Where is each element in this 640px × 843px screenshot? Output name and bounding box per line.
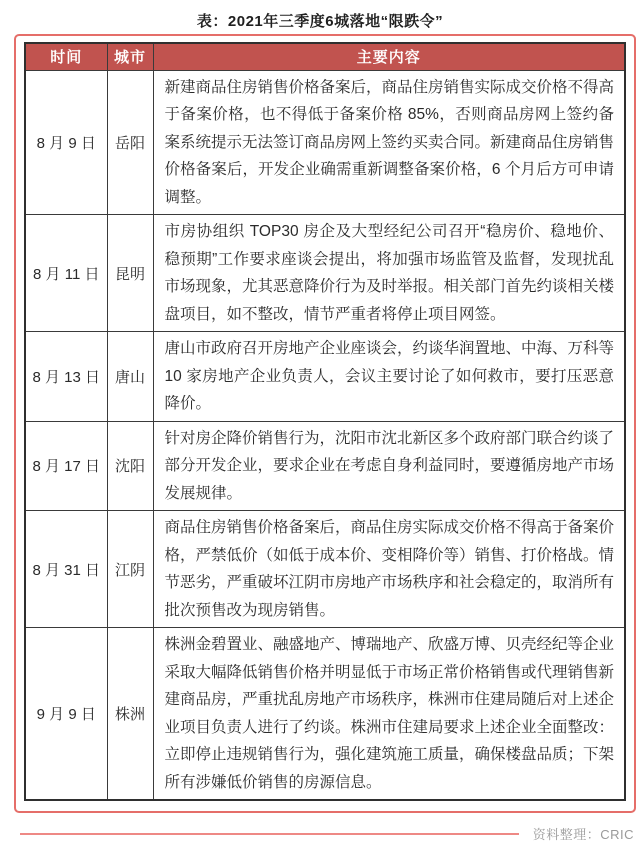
content-cell: 株洲金碧置业、融盛地产、博瑞地产、欣盛万博、贝壳经纪等企业采取大幅降低销售价格并明显低于市场正常价格销售或代理销售新建商品房，严重扰乱房地产市场秩序，株洲市住建局随后对上述企业项目负责人进行了约谈。株洲市住建局要求上述企业全面整改：立即停止违规销售行为，强化建筑施工质量，确保楼盘品质；下架所有涉嫌低价销售的房源信息。 — [153, 628, 625, 801]
city-cell: 株洲 — [107, 628, 153, 801]
table-red-frame — [14, 34, 636, 813]
content-cell: 唐山市政府召开房地产企业座谈会，约谈华润置地、中海、万科等 10 家房地产企业负责人，会议主要讨论了如何救市，要打压恶意降价。 — [153, 332, 625, 422]
header-row — [25, 43, 625, 70]
table-row — [25, 421, 625, 511]
column-header-city: 城市 — [107, 43, 153, 70]
table-row — [25, 628, 625, 801]
table-header — [25, 43, 625, 70]
table-row — [25, 332, 625, 422]
city-cell: 昆明 — [107, 215, 153, 332]
date-cell: 8 月 31 日 — [25, 511, 107, 628]
city-cell: 江阴 — [107, 511, 153, 628]
source-credit: 资料整理：CRIC — [532, 827, 634, 842]
date-cell: 8 月 13 日 — [25, 332, 107, 422]
content-cell: 商品住房销售价格备案后，商品住房实际成交价格不得高于备案价格，严禁低价（如低于成本价、变相降价等）销售、打价格战。情节恶劣，严重破坏江阴市房地产市场秩序和社会稳定的，取消所有批次预售改为现房销售。 — [153, 511, 625, 628]
column-header-time: 时间 — [25, 43, 107, 70]
date-cell: 8 月 9 日 — [25, 70, 107, 215]
column-header-content: 主要内容 — [153, 43, 625, 70]
date-cell: 8 月 17 日 — [25, 421, 107, 511]
city-cell: 唐山 — [107, 332, 153, 422]
page-title: 表：2021年三季度6城落地“限跌令” — [196, 13, 444, 30]
content-cell: 市房协组织 TOP30 房企及大型经纪公司召开“稳房价、稳地价、稳预期”工作要求座谈会提出，将加强市场监管及监督，发现扰乱市场现象，尤其恶意降价行为及时举报。相关部门首先约谈相关楼盘项目，如不整改，情节严重者将停止项目网签。 — [153, 215, 625, 332]
footer — [20, 824, 634, 843]
city-cell: 沈阳 — [107, 421, 153, 511]
date-cell: 9 月 9 日 — [25, 628, 107, 801]
table-row — [25, 511, 625, 628]
footer-divider-line — [20, 833, 519, 835]
table-body — [25, 70, 625, 800]
limit-price-drop-table — [24, 42, 626, 801]
content-cell: 新建商品住房销售价格备案后，商品住房销售实际成交价格不得高于备案价格，也不得低于备案价格 85%，否则商品房网上签约备案系统提示无法签订商品房网上签约买卖合同。新建商品住房销售价格备案后，开发企业确需重新调整备案价格，6 个月后方可申请调整。 — [153, 70, 625, 215]
city-cell: 岳阳 — [107, 70, 153, 215]
table-row — [25, 215, 625, 332]
date-cell: 8 月 11 日 — [25, 215, 107, 332]
table-row — [25, 70, 625, 215]
content-cell: 针对房企降价销售行为，沈阳市沈北新区多个政府部门联合约谈了部分开发企业，要求企业在考虑自身利益同时，要遵循房地产市场发展规律。 — [153, 421, 625, 511]
